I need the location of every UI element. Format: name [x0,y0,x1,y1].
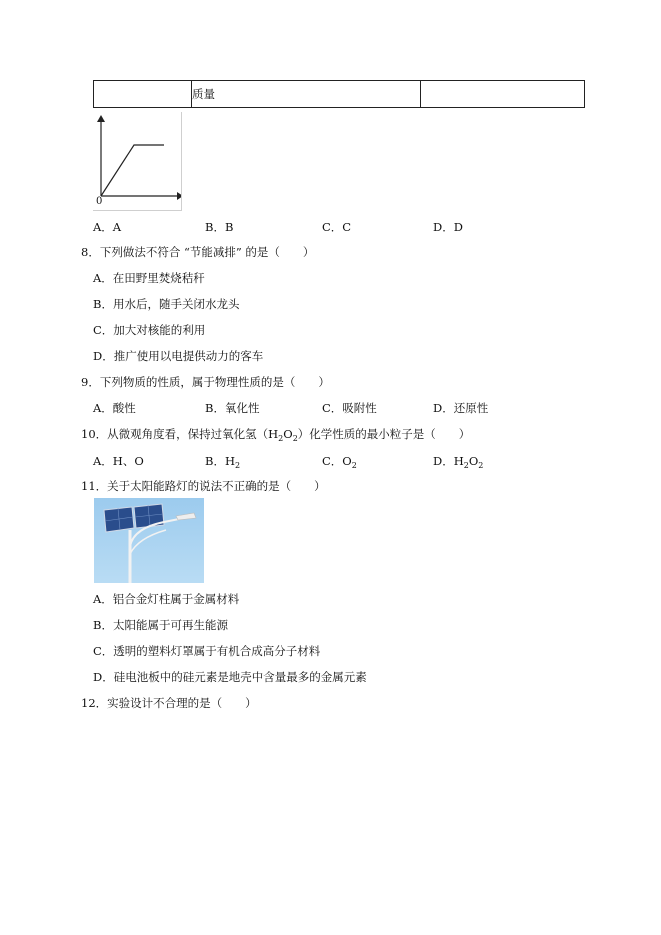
solar-street-light-image [94,498,204,583]
q9-option-a: A．酸性 [93,401,136,415]
q8-option-d: D．推广使用以电提供动力的客车 [93,349,264,363]
graph-svg [93,112,181,210]
table-cell [421,81,585,108]
table-row [94,81,585,108]
q9-stem: 9．下列物质的性质，属于物理性质的是（ ） [81,375,330,389]
q10-option-b: B．$H_2$ [205,454,241,470]
q9-option-d: D．还原性 [433,401,489,415]
graph-curve [101,145,164,196]
q8-option-b: B．用水后，随手关闭水龙头 [93,297,240,311]
q7-option-b: B．B [205,220,234,234]
q8-stem: 8．下列做法不符合 “节能减排” 的是（ ） [81,245,315,259]
y-axis-arrow [97,115,105,122]
q7-option-a: A．A [93,220,122,234]
graph-origin-label: 0 [96,196,103,207]
q11-option-b: B．太阳能属于可再生能源 [93,618,228,632]
q11-stem: 11．关于太阳能路灯的说法不正确的是（ ） [81,479,326,493]
q10-option-d: D．$H_2O_2$ [433,454,484,470]
q10-option-c: C．$O_2$ [322,454,357,470]
table-cell [94,81,192,108]
q11-option-c: C．透明的塑料灯罩属于有机合成高分子材料 [93,644,321,658]
q11-option-d: D．硅电池板中的硅元素是地壳中含量最多的金属元素 [93,670,367,684]
answer-table [93,80,585,108]
x-axis-arrow [177,192,181,200]
graph-figure [93,112,182,211]
q9-option-b: B．氧化性 [205,401,260,415]
q9-option-c: C．吸附性 [322,401,377,415]
q7-option-d: D．D [433,220,463,234]
q8-option-a: A．在田野里焚烧秸秆 [93,271,205,285]
q8-option-c: C．加大对核能的利用 [93,323,206,337]
q7-option-c: C．C [322,220,352,234]
table-cell-mass: 质量 [192,81,421,108]
q12-stem: 12．实验设计不合理的是（ ） [81,696,257,710]
q11-option-a: A．铝合金灯柱属于金属材料 [93,592,240,606]
q10-option-a: A．H、O [93,454,144,468]
q10-stem: 10．从微观角度看，保持过氧化氢$(H_2O_2)$化学性质的最小粒子是（ ） [81,427,471,443]
